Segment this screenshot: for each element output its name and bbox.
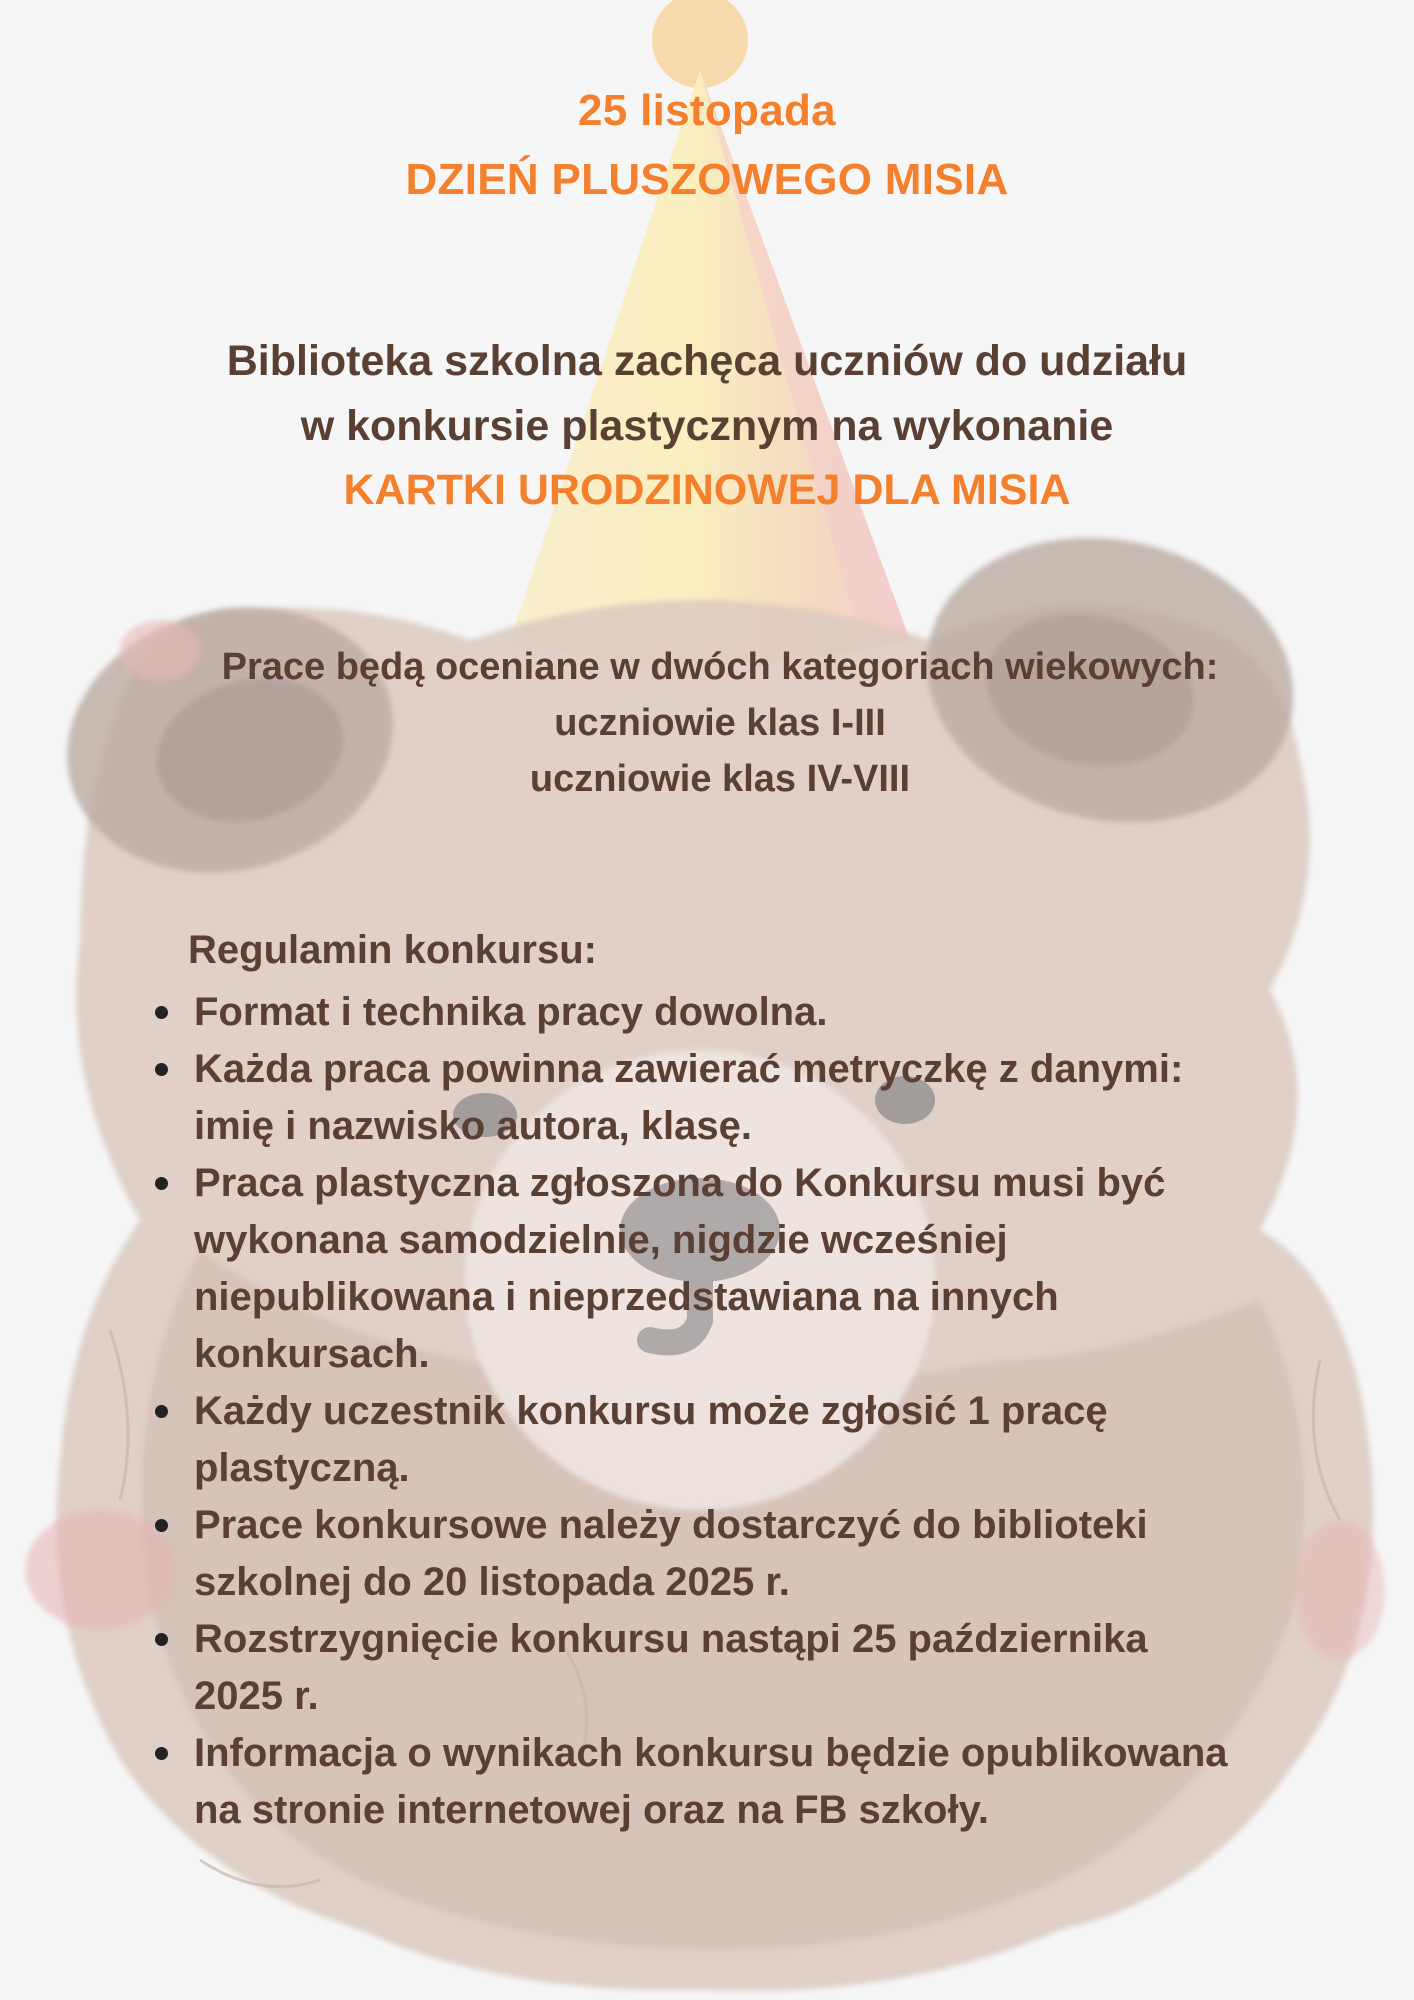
- bullet-icon: [155, 1747, 168, 1760]
- rule-text: Każdy uczestnik konkursu może zgłosić 1 pracę: [194, 1389, 1108, 1433]
- rule-text: na stronie internetowej oraz na FB szkoły.: [194, 1788, 989, 1832]
- rule-text: Rozstrzygnięcie konkursu nastąpi 25 października: [194, 1617, 1148, 1661]
- bullet-icon: [155, 1633, 168, 1646]
- rule-text: niepublikowana i nieprzedstawiana na innych: [194, 1275, 1059, 1319]
- bullet-icon: [155, 1006, 168, 1019]
- rule-text: Format i technika pracy dowolna.: [194, 990, 828, 1034]
- rule-text: wykonana samodzielnie, nigdzie wcześniej: [194, 1218, 1008, 1262]
- rule-item: [146, 1383, 1326, 1497]
- bullet-icon: [155, 1519, 168, 1532]
- intro-line-2: w konkursie plastycznym na wykonanie: [300, 402, 1114, 450]
- rules-title: Regulamin konkursu:: [188, 928, 597, 972]
- rule-text: imię i nazwisko autora, klasę.: [194, 1104, 753, 1148]
- bullet-icon: [155, 1177, 168, 1190]
- rule-item: [146, 1497, 1326, 1611]
- rule-item: [146, 1041, 1326, 1155]
- rule-item: [146, 984, 1326, 1041]
- rule-item: [146, 1611, 1326, 1725]
- bullet-icon: [155, 1063, 168, 1076]
- rule-text: 2025 r.: [194, 1674, 319, 1718]
- contest-name: KARTKI URODZINOWEJ DLA MISIA: [343, 466, 1071, 514]
- rule-text: plastyczną.: [194, 1446, 410, 1490]
- rule-text: Informacja o wynikach konkursu będzie opublikowana: [194, 1731, 1228, 1775]
- rules-list: [146, 984, 1326, 1839]
- rule-item: [146, 1725, 1326, 1839]
- category-item: uczniowie klas I-III: [554, 702, 886, 744]
- rule-text: Praca plastyczna zgłoszona do Konkursu musi być: [194, 1161, 1166, 1205]
- bullet-icon: [155, 1405, 168, 1418]
- event-title: DZIEŃ PLUSZOWEGO MISIA: [405, 155, 1009, 204]
- categories-heading: Prace będą oceniane w dwóch kategoriach wiekowych:: [221, 646, 1219, 688]
- rule-text: Prace konkursowe należy dostarczyć do biblioteki: [194, 1503, 1148, 1547]
- event-date: 25 listopada: [578, 86, 836, 135]
- rule-text: szkolnej do 20 listopada 2025 r.: [194, 1560, 790, 1604]
- category-item: uczniowie klas IV-VIII: [529, 758, 911, 800]
- rule-item: [146, 1155, 1326, 1383]
- rule-text: Każda praca powinna zawierać metryczkę z danymi:: [194, 1047, 1184, 1091]
- rule-text: konkursach.: [194, 1332, 430, 1376]
- intro-line-1: Biblioteka szkolna zachęca uczniów do udziału: [226, 337, 1188, 385]
